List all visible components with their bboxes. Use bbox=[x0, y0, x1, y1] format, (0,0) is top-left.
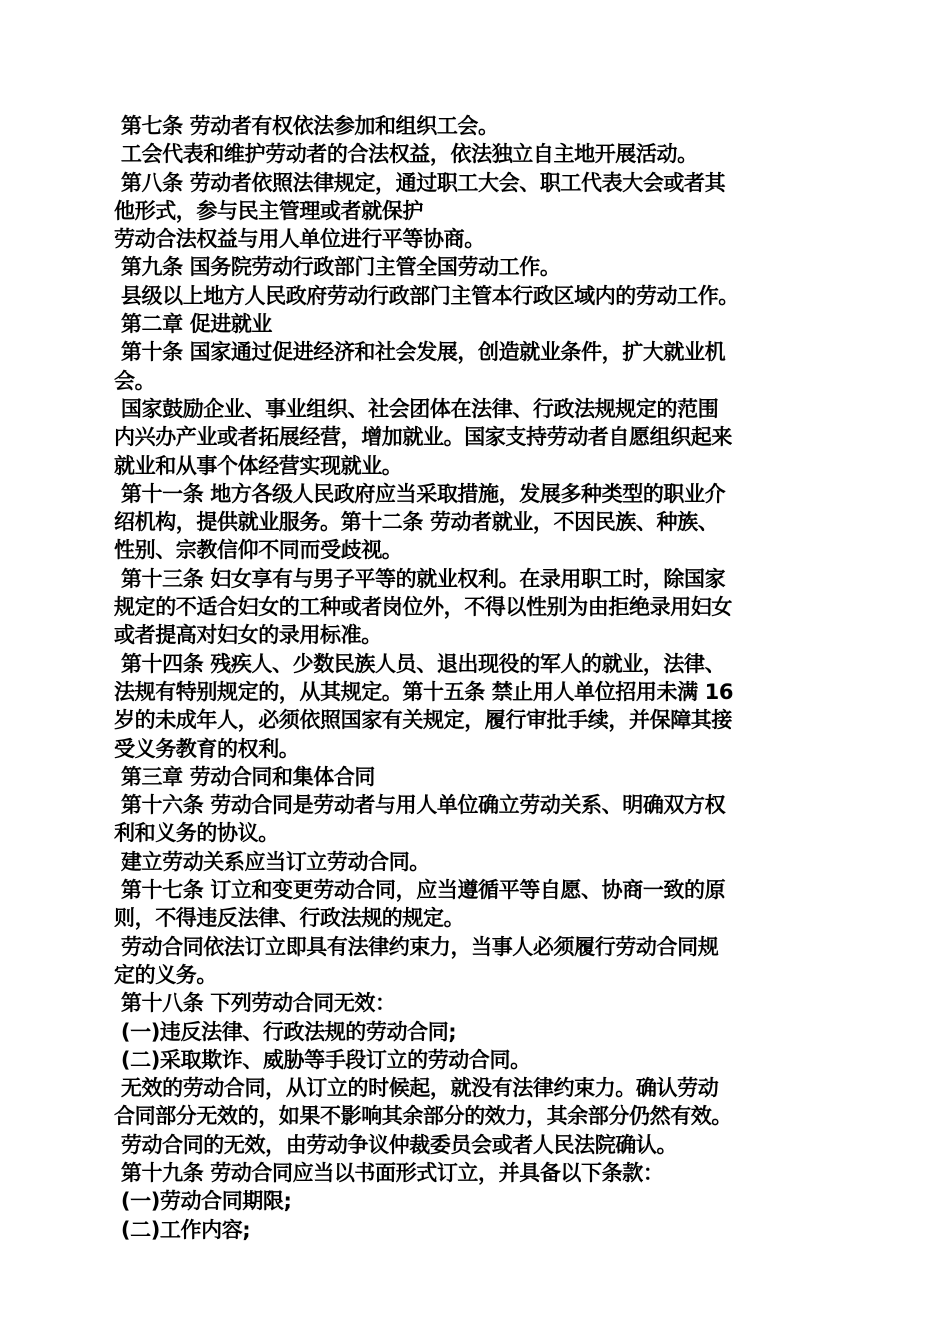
list-item: (二)采取欺诈、威胁等手段订立的劳动合同。 bbox=[114, 1047, 531, 1072]
text-line: 劳动合法权益与用人单位进行平等协商。 bbox=[114, 227, 485, 252]
chapter-heading: 第三章 劳动合同和集体合同 bbox=[114, 764, 376, 789]
text-line: 他形式，参与民主管理或者就保护 bbox=[114, 198, 423, 223]
list-item: (一)违反法律、行政法规的劳动合同; bbox=[114, 1019, 457, 1044]
text-line: 会。 bbox=[114, 368, 156, 393]
text-line: 第十八条 下列劳动合同无效： bbox=[114, 991, 396, 1016]
list-item: (二)工作内容; bbox=[114, 1217, 251, 1242]
text-line: 法规有特别规定的，从其规定。第十五条 禁止用人单位招用未满 16 bbox=[114, 679, 734, 704]
text-line: 建立劳动关系应当订立劳动合同。 bbox=[114, 849, 430, 874]
text-line: 性别、宗教信仰不同而受歧视。 bbox=[114, 538, 403, 563]
text-line: 定的义务。 bbox=[114, 962, 217, 987]
text-line: 县级以上地方人民政府劳动行政部门主管本行政区域内的劳动工作。 bbox=[114, 283, 739, 308]
text-line: 第十六条 劳动合同是劳动者与用人单位确立劳动关系、明确双方权 bbox=[114, 793, 726, 818]
text-line: 第十一条 地方各级人民政府应当采取措施，发展多种类型的职业介 bbox=[114, 481, 726, 506]
text-line: 第十九条 劳动合同应当以书面形式订立，并具备以下条款： bbox=[114, 1160, 664, 1185]
text-line: 第八条 劳动者依照法律规定，通过职工大会、职工代表大会或者其 bbox=[114, 170, 726, 195]
text-line: 岁的未成年人，必须依照国家有关规定，履行审批手续，并保障其接 bbox=[114, 708, 732, 733]
text-line: 合同部分无效的，如果不影响其余部分的效力，其余部分仍然有效。 bbox=[114, 1104, 732, 1129]
text-line: 受义务教育的权利。 bbox=[114, 736, 300, 761]
text-line: 内兴办产业或者拓展经营，增加就业。国家支持劳动者自愿组织起来 bbox=[114, 425, 732, 450]
text-line: 国家鼓励企业、事业组织、社会团体在法律、行政法规规定的范围 bbox=[114, 396, 719, 421]
text-line: 第十七条 订立和变更劳动合同，应当遵循平等自愿、协商一致的原 bbox=[114, 878, 726, 903]
text-line: 第十四条 残疾人、少数民族人员、退出现役的军人的就业，法律、 bbox=[114, 651, 726, 676]
chapter-heading: 第二章 促进就业 bbox=[114, 312, 273, 337]
text-line: 则，不得违反法律、行政法规的规定。 bbox=[114, 906, 465, 931]
document-page bbox=[114, 112, 836, 1244]
text-line: 第七条 劳动者有权依法参加和组织工会。 bbox=[114, 114, 499, 138]
text-line: 规定的不适合妇女的工种或者岗位外，不得以性别为由拒绝录用妇女 bbox=[114, 595, 732, 620]
text-line: 第十三条 妇女享有与男子平等的就业权利。在录用职工时，除国家 bbox=[114, 566, 726, 591]
text-line: 就业和从事个体经营实现就业。 bbox=[114, 453, 403, 478]
text-line: 第九条 国务院劳动行政部门主管全国劳动工作。 bbox=[114, 255, 561, 280]
text-line: 劳动合同依法订立即具有法律约束力，当事人必须履行劳动合同规 bbox=[114, 934, 719, 959]
text-line: 劳动合同的无效，由劳动争议仲裁委员会或者人民法院确认。 bbox=[114, 1132, 678, 1157]
text-line: 利和义务的协议。 bbox=[114, 821, 279, 846]
text-line: 绍机构，提供就业服务。第十二条 劳动者就业，不因民族、种族、 bbox=[114, 510, 719, 535]
text-line: 工会代表和维护劳动者的合法权益，依法独立自主地开展活动。 bbox=[114, 142, 698, 167]
text-line: 无效的劳动合同，从订立的时候起，就没有法律约束力。确认劳动 bbox=[114, 1076, 719, 1101]
list-item: (一)劳动合同期限; bbox=[114, 1189, 292, 1214]
text-line: 或者提高对妇女的录用标准。 bbox=[114, 623, 382, 648]
text-line: 第十条 国家通过促进经济和社会发展，创造就业条件，扩大就业机 bbox=[114, 340, 726, 365]
